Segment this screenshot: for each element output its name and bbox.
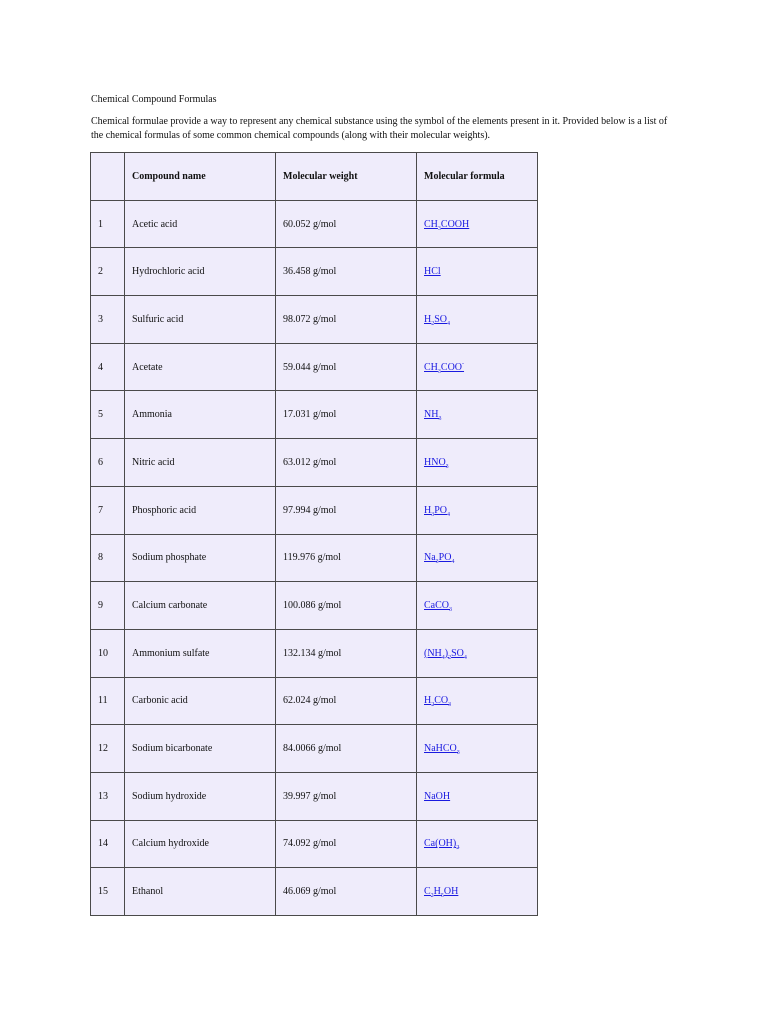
table-row bbox=[91, 343, 538, 391]
formula-subscript: 4 bbox=[447, 320, 451, 327]
molecular-formula-cell bbox=[417, 820, 538, 868]
formula-text: H bbox=[433, 886, 441, 898]
formula-text: (NH bbox=[424, 647, 442, 659]
table-row bbox=[91, 772, 538, 820]
formula-subscript: 3 bbox=[437, 368, 441, 375]
molecular-weight: 100.086 g/mol bbox=[276, 582, 417, 630]
formula-subscript: 4 bbox=[447, 511, 451, 518]
formula-subscript: 5 bbox=[440, 893, 444, 900]
compound-name: Calcium carbonate bbox=[125, 582, 276, 630]
formula-text: C bbox=[424, 886, 431, 898]
table-body bbox=[91, 200, 538, 915]
table-row bbox=[91, 439, 538, 487]
formula-link[interactable] bbox=[424, 600, 452, 614]
formula-link[interactable] bbox=[424, 409, 442, 423]
molecular-formula-cell bbox=[417, 296, 538, 344]
header-molecular-formula: Molecular formula bbox=[417, 153, 538, 201]
compound-name: Carbonic acid bbox=[125, 677, 276, 725]
formula-text: HNO bbox=[424, 456, 446, 468]
table-row bbox=[91, 200, 538, 248]
row-number: 1 bbox=[91, 200, 125, 248]
compound-name: Ammonium sulfate bbox=[125, 629, 276, 677]
formula-subscript: 3 bbox=[437, 225, 441, 232]
molecular-weight: 46.069 g/mol bbox=[276, 868, 417, 916]
formula-text: Na bbox=[424, 552, 436, 564]
molecular-formula-cell bbox=[417, 772, 538, 820]
formula-subscript: 2 bbox=[430, 893, 434, 900]
table-row bbox=[91, 391, 538, 439]
formula-subscript: 4 bbox=[451, 559, 455, 566]
compound-name: Ammonia bbox=[125, 391, 276, 439]
formula-subscript: 4 bbox=[463, 654, 467, 661]
molecular-weight: 84.0066 g/mol bbox=[276, 725, 417, 773]
compound-name: Calcium hydroxide bbox=[125, 820, 276, 868]
formula-subscript: 4 bbox=[441, 654, 445, 661]
molecular-formula-cell bbox=[417, 439, 538, 487]
formula-link[interactable] bbox=[424, 219, 469, 230]
compound-name: Acetate bbox=[125, 343, 276, 391]
table-row bbox=[91, 534, 538, 582]
table-row bbox=[91, 582, 538, 630]
table-row bbox=[91, 629, 538, 677]
molecular-formula-cell bbox=[417, 343, 538, 391]
molecular-weight: 59.044 g/mol bbox=[276, 343, 417, 391]
row-number: 9 bbox=[91, 582, 125, 630]
formula-text: COO bbox=[440, 361, 463, 373]
molecular-formula-cell bbox=[417, 868, 538, 916]
compound-name: Acetic acid bbox=[125, 200, 276, 248]
molecular-weight: 60.052 g/mol bbox=[276, 200, 417, 248]
formula-subscript: 3 bbox=[438, 416, 442, 423]
formula-subscript: 3 bbox=[456, 750, 460, 757]
molecular-weight: 98.072 g/mol bbox=[276, 296, 417, 344]
molecular-weight: 63.012 g/mol bbox=[276, 439, 417, 487]
formula-text: CH bbox=[424, 361, 438, 373]
formula-subscript: 2 bbox=[448, 654, 452, 661]
formula-link[interactable] bbox=[424, 743, 460, 757]
formula-link[interactable] bbox=[424, 457, 449, 468]
formula-text: H bbox=[424, 695, 432, 707]
row-number: 4 bbox=[91, 343, 125, 391]
row-number: 7 bbox=[91, 486, 125, 534]
molecular-formula-cell bbox=[417, 629, 538, 677]
table-row bbox=[91, 296, 538, 344]
formula-text: CaCO bbox=[424, 600, 449, 612]
molecular-formula-cell bbox=[417, 582, 538, 630]
formula-text: H bbox=[424, 504, 432, 516]
formula-text: ) bbox=[444, 647, 449, 659]
page-title: Chemical Compound Formulas bbox=[91, 94, 217, 105]
formula-text: COOH bbox=[440, 218, 470, 230]
molecular-formula-cell bbox=[417, 391, 538, 439]
formula-text: OH bbox=[443, 886, 459, 898]
compound-name: Phosphoric acid bbox=[125, 486, 276, 534]
formula-link[interactable] bbox=[424, 314, 450, 325]
formula-text: SO bbox=[451, 647, 464, 659]
formula-text: PO bbox=[434, 504, 448, 516]
table-row bbox=[91, 820, 538, 868]
compound-name: Ethanol bbox=[125, 868, 276, 916]
formula-link[interactable] bbox=[424, 362, 464, 373]
compound-name: Sodium hydroxide bbox=[125, 772, 276, 820]
formula-text: NH bbox=[424, 409, 439, 421]
formula-link[interactable] bbox=[424, 886, 459, 900]
formula-text: HCl bbox=[424, 266, 441, 278]
formula-link[interactable] bbox=[424, 552, 455, 566]
formula-text: PO bbox=[438, 552, 452, 564]
molecular-weight: 62.024 g/mol bbox=[276, 677, 417, 725]
formula-link[interactable] bbox=[424, 838, 460, 852]
formula-text: H bbox=[424, 313, 432, 325]
compound-name: Sulfuric acid bbox=[125, 296, 276, 344]
molecular-weight: 17.031 g/mol bbox=[276, 391, 417, 439]
row-number: 3 bbox=[91, 296, 125, 344]
molecular-formula-cell bbox=[417, 486, 538, 534]
row-number: 8 bbox=[91, 534, 125, 582]
row-number: 13 bbox=[91, 772, 125, 820]
formula-subscript: 3 bbox=[449, 607, 452, 614]
row-number: 6 bbox=[91, 439, 125, 487]
molecular-weight: 132.134 g/mol bbox=[276, 629, 417, 677]
formula-text: Ca(OH) bbox=[424, 838, 457, 850]
row-number: 2 bbox=[91, 248, 125, 296]
header-number bbox=[91, 153, 125, 201]
compound-name: Hydrochloric acid bbox=[125, 248, 276, 296]
molecular-formula-cell bbox=[417, 677, 538, 725]
formula-link[interactable] bbox=[424, 791, 450, 802]
table-row bbox=[91, 677, 538, 725]
table-row bbox=[91, 868, 538, 916]
compound-name: Nitric acid bbox=[125, 439, 276, 487]
header-compound-name: Compound name bbox=[125, 153, 276, 201]
molecular-weight: 97.994 g/mol bbox=[276, 486, 417, 534]
row-number: 10 bbox=[91, 629, 125, 677]
formula-link[interactable] bbox=[424, 266, 441, 277]
formula-text: NaHCO bbox=[424, 743, 457, 755]
formula-supscript: - bbox=[462, 361, 465, 368]
formula-link[interactable] bbox=[424, 648, 467, 659]
formula-text: CH bbox=[424, 218, 438, 230]
molecular-weight: 119.976 g/mol bbox=[276, 534, 417, 582]
row-number: 15 bbox=[91, 868, 125, 916]
formula-subscript: 2 bbox=[431, 702, 435, 709]
formula-subscript: 2 bbox=[431, 320, 435, 327]
molecular-weight: 36.458 g/mol bbox=[276, 248, 417, 296]
molecular-formula-cell bbox=[417, 248, 538, 296]
molecular-formula-cell bbox=[417, 725, 538, 773]
table-row bbox=[91, 486, 538, 534]
row-number: 12 bbox=[91, 725, 125, 773]
molecular-formula-cell bbox=[417, 534, 538, 582]
table-header-row bbox=[91, 153, 538, 201]
intro-paragraph: Chemical formulae provide a way to represent any chemical substance using the symbol of the elements present in it. Provided below is a list of the chemical formulas of some common chemical compounds (along with their molecular weights). bbox=[91, 116, 668, 141]
formula-subscript: 3 bbox=[435, 559, 439, 566]
table-row bbox=[91, 248, 538, 296]
formula-subscript: 3 bbox=[431, 511, 435, 518]
formula-subscript: 3 bbox=[445, 463, 449, 470]
compound-name: Sodium bicarbonate bbox=[125, 725, 276, 773]
formula-text: NaOH bbox=[424, 790, 451, 802]
row-number: 14 bbox=[91, 820, 125, 868]
formula-link[interactable] bbox=[424, 695, 452, 709]
formula-subscript: 2 bbox=[456, 845, 460, 852]
formula-text: SO bbox=[434, 313, 448, 325]
table-row bbox=[91, 725, 538, 773]
header-molecular-weight: Molecular weight bbox=[276, 153, 417, 201]
formula-text: CO bbox=[434, 695, 449, 707]
formula-link[interactable] bbox=[424, 505, 450, 516]
formula-subscript: 3 bbox=[448, 702, 452, 709]
compound-name: Sodium phosphate bbox=[125, 534, 276, 582]
molecular-weight: 74.092 g/mol bbox=[276, 820, 417, 868]
row-number: 5 bbox=[91, 391, 125, 439]
molecular-formula-cell bbox=[417, 200, 538, 248]
molecular-weight: 39.997 g/mol bbox=[276, 772, 417, 820]
row-number: 11 bbox=[91, 677, 125, 725]
compound-table bbox=[90, 152, 538, 916]
